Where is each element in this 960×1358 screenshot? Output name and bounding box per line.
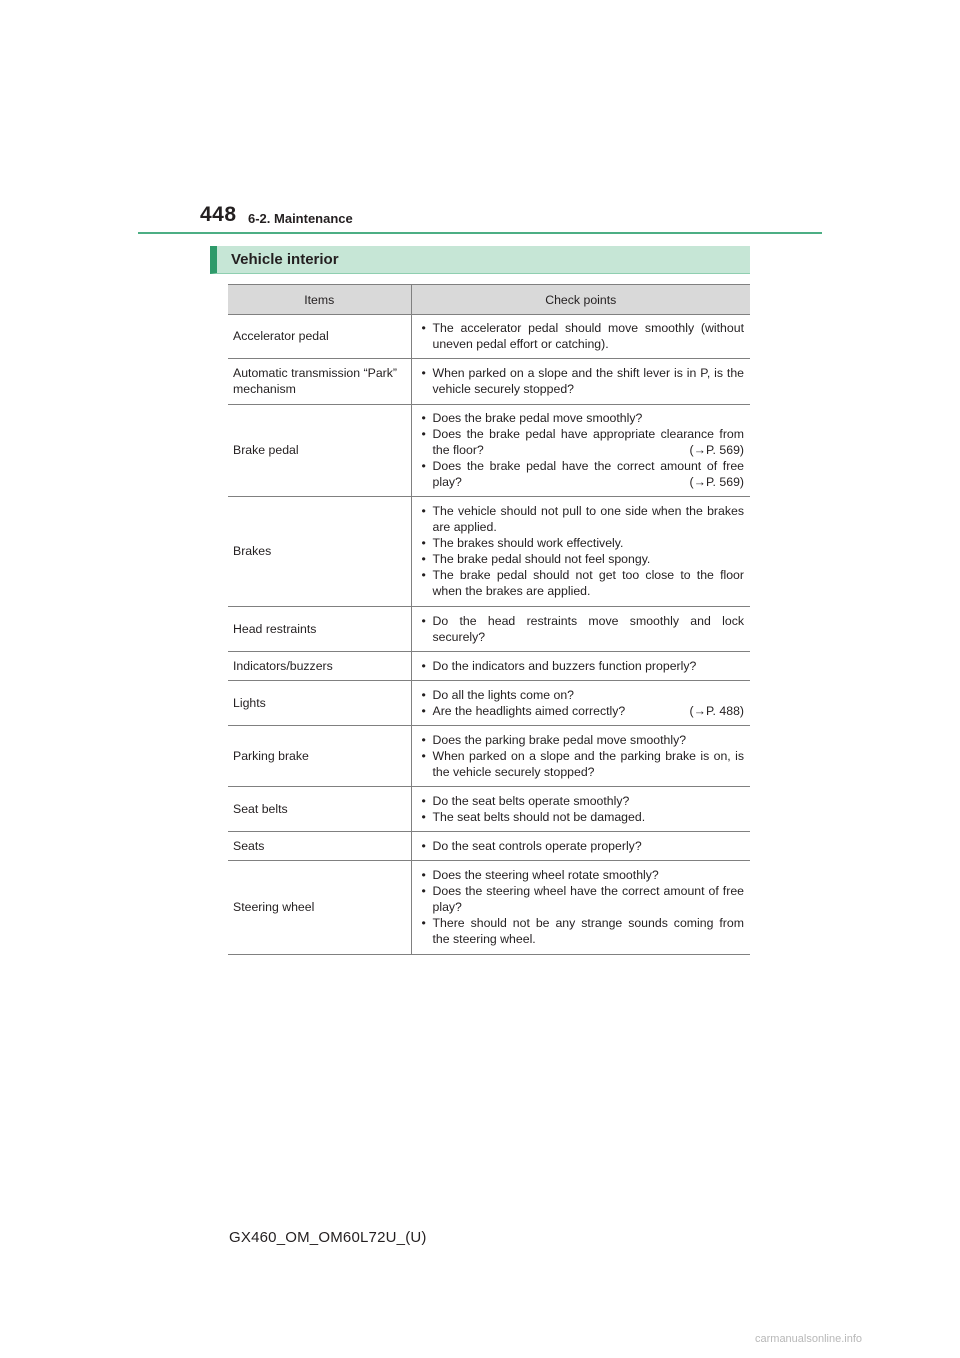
table-row (228, 497, 750, 607)
item-name: Parking brake (228, 726, 411, 787)
watermark: carmanualsonline.info (755, 1333, 863, 1345)
check-point (419, 703, 745, 719)
check-points-cell (411, 787, 750, 832)
check-point (419, 793, 745, 809)
check-points-cell (411, 315, 750, 359)
item-name: Head restraints (228, 607, 411, 652)
check-point (419, 458, 745, 490)
check-points-cell (411, 861, 750, 955)
table-body (228, 315, 750, 955)
item-name: Automatic transmission “Park” mechanism (228, 359, 411, 405)
check-point-text: Do all the lights come on? (432, 687, 574, 702)
table-row (228, 861, 750, 955)
check-point-text: The seat belts should not be damaged. (432, 809, 646, 824)
check-point-text: Does the brake pedal move smoothly? (432, 411, 643, 425)
check-point (419, 320, 745, 352)
check-point-text: Does the steering wheel rotate smoothly? (432, 868, 659, 882)
item-name: Seat belts (228, 787, 411, 832)
check-point-text: Do the seat controls operate properly? (432, 838, 642, 853)
check-point (419, 732, 745, 748)
check-point-text: The accelerator pedal should move smoothly (without uneven pedal effort or catching). (432, 321, 744, 351)
section-heading-bar (210, 246, 750, 274)
check-point-text: Does the steering wheel have the correct amount of free play? (432, 884, 744, 914)
check-point (419, 838, 745, 854)
check-points-cell (411, 681, 750, 726)
check-point (419, 883, 745, 915)
table-row (228, 681, 750, 726)
item-name: Indicators/buzzers (228, 652, 411, 681)
check-point-text: Do the indicators and buzzers function properly? (432, 658, 697, 673)
table-row (228, 832, 750, 861)
item-name: Lights (228, 681, 411, 726)
check-point (419, 535, 745, 551)
footer-document-code: GX460_OM_OM60L72U_(U) (229, 1229, 427, 1246)
check-point-text: When parked on a slope and the parking brake is on, is the vehicle securely stopped? (432, 748, 744, 779)
page-reference: (→P. 569) (689, 443, 744, 457)
check-point-text: There should not be any strange sounds coming from the steering wheel. (432, 916, 744, 946)
check-point-text: Does the brake pedal have appropriate clearance from the floor? (432, 427, 744, 457)
check-points-cell (411, 726, 750, 787)
check-point-text: Does the brake pedal have the correct amount of free play? (432, 459, 744, 489)
check-point (419, 567, 745, 599)
check-point-text: When parked on a slope and the shift lever is in P, is the vehicle securely stopped? (432, 366, 744, 396)
table-row (228, 359, 750, 405)
check-points-cell (411, 652, 750, 681)
check-point-text: The vehicle should not pull to one side when the brakes are applied. (432, 504, 744, 534)
check-point-text: The brake pedal should not feel spongy. (432, 552, 651, 566)
item-name: Seats (228, 832, 411, 861)
check-points-cell (411, 359, 750, 405)
table-row (228, 607, 750, 652)
table-row (228, 315, 750, 359)
item-name: Brake pedal (228, 405, 411, 497)
check-point (419, 809, 745, 825)
check-point (419, 551, 745, 567)
check-point (419, 687, 745, 703)
check-points-cell (411, 607, 750, 652)
page-reference: (→P. 569) (689, 475, 744, 489)
check-point-text: The brake pedal should not get too close to the floor when the brakes are applied. (432, 568, 744, 598)
check-point (419, 503, 745, 535)
check-point (419, 426, 745, 458)
check-point (419, 613, 745, 645)
column-header-check-points: Check points (411, 285, 750, 315)
check-point (419, 658, 745, 674)
item-name: Accelerator pedal (228, 315, 411, 359)
check-point (419, 365, 745, 397)
page-reference: (→P. 488) (689, 703, 744, 718)
table-row (228, 652, 750, 681)
check-point-text: Are the headlights aimed correctly? (432, 703, 626, 718)
page-number: 448 (200, 203, 237, 226)
check-point-text: Do the head restraints move smoothly and lock securely? (432, 613, 744, 644)
header-rule (138, 232, 822, 234)
check-point (419, 867, 745, 883)
check-point-text: Do the seat belts operate smoothly? (432, 793, 630, 808)
section-reference: 6-2. Maintenance (248, 211, 353, 226)
check-points-cell (411, 405, 750, 497)
check-point (419, 748, 745, 780)
check-point-text: Does the parking brake pedal move smoothly? (432, 732, 687, 747)
table-header-row (228, 285, 750, 315)
check-point-text: The brakes should work effectively. (432, 536, 624, 550)
item-name: Steering wheel (228, 861, 411, 955)
check-points-cell (411, 497, 750, 607)
check-point (419, 410, 745, 426)
table-row (228, 787, 750, 832)
table-row (228, 726, 750, 787)
vehicle-interior-table (228, 284, 750, 955)
table-row (228, 405, 750, 497)
column-header-items: Items (228, 285, 411, 315)
check-points-cell (411, 832, 750, 861)
check-point (419, 915, 745, 947)
section-title: Vehicle interior (231, 251, 339, 268)
item-name: Brakes (228, 497, 411, 607)
